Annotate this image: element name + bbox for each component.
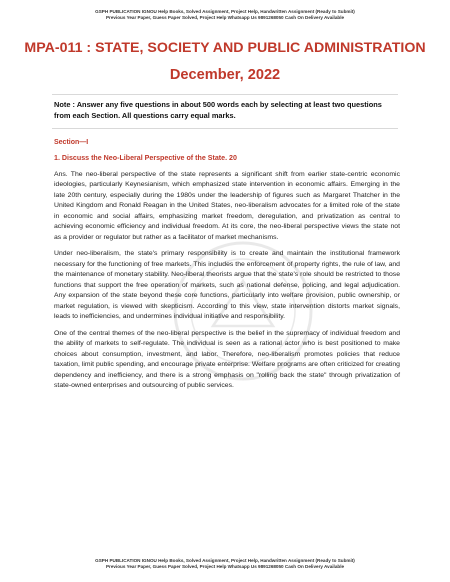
footer-line-1: GSPH PUBLICATION IGNOU Help Books, Solved Assignment, Project Help, Handwritten Assignment (Ready to Submit)	[95, 558, 355, 563]
question-heading: 1. Discuss the Neo-Liberal Perspective of the State. 20	[54, 153, 237, 162]
page-header	[0, 0, 450, 21]
header-line-1: GSPH PUBLICATION IGNOU Help Books, Solved Assignment, Project Help, Handwritten Assignment (Ready to Submit)	[95, 9, 355, 14]
footer-line-2: Previous Year Paper, Guess Paper Solved, Project Help Whatsapp Us 9891268050 Cash On Delivery Available	[105, 564, 345, 570]
answer-paragraph: One of the central themes of the neo-liberal perspective is the belief in the supremacy of individual freedom and the ability of markets to self-regulate. The individual is seen as a rational actor who is best positioned to make choices about consumption, investment, and labor. Therefore, neo-liberalism promotes policies that reduce taxation, limit public spending, and encourage private enterprise. Welfare programs are often criticized for creating dependency and inefficiency, and there is a strong emphasis on "rolling back the state" through privatization of state-owned enterprises and outsourcing of public services.	[54, 329, 400, 390]
header-line-2: Previous Year Paper, Guess Paper Solved, Project Help Whatsapp Us 9891268050 Cash On Delivery Available	[105, 15, 345, 21]
exam-note: Note : Answer any five questions in about 500 words each by selecting at least two questions from each Section. All questions carry equal marks.	[54, 100, 382, 120]
page-footer	[0, 558, 450, 570]
answer-paragraph: Under neo-liberalism, the state's primary responsibility is to create and maintain the institutional framework necessary for the functioning of free markets. This includes the enforcement of property rights, the rule of law, and the maintenance of monetary stability. Neo-liberal theorists argue that the state's role should be restricted to those functions that support the free operation of markets, such as national defense, policing, and legal adjudication. Any expansion of the state beyond these core functions, particularly into welfare provision, public ownership, or market regulation, is viewed with skepticism. According to this view, state intervention distorts market signals, leads to inefficiencies, and undermines individual initiative and responsibility.	[54, 250, 400, 321]
note-bottom-rule	[52, 128, 398, 129]
section-heading: Section—I	[54, 138, 89, 146]
exam-session: December, 2022	[169, 67, 281, 84]
answer-paragraph: Ans. The neo-liberal perspective of the state represents a significant shift from earlier state-centric economic ideologies, particularly Keynesianism, which emphasized state intervention in economic affairs. Emerging in the late 20th century, especially during the 1980s under the leadership of figures such as Margaret Thatcher in the United Kingdom and Ronald Reagan in the United States, neo-liberalism advocates for a limited role of the state in economic and social affairs, emphasizing market freedom, deregulation, and privatization as central to achieving economic efficiency and individual freedom. At its core, the neo-liberal perspective views the state not as a provider or regulator but rather as a facilitator of market mechanisms.	[54, 170, 400, 241]
paper-title: MPA-011 : STATE, SOCIETY AND PUBLIC ADMINISTRATION	[24, 40, 426, 57]
